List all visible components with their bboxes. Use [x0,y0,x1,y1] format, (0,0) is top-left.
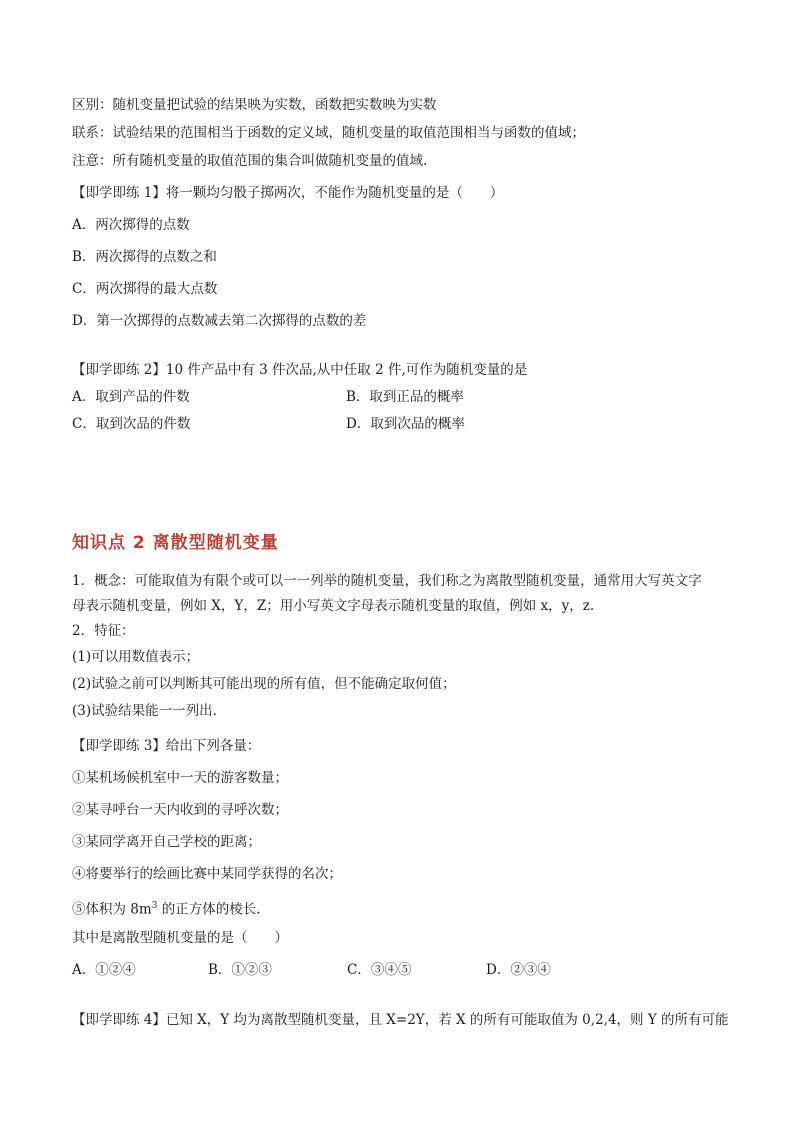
feature-3: (3)试验结果能一一列出. [72,703,217,719]
concept-line-1: 1．概念：可能取值为有限个或可以一一列举的随机变量，我们称之为离散型随机变量，通常用大写英文字 [72,573,702,589]
feature-2: (2)试验之前可以判断其可能出现的所有值，但不能确定取何值； [72,676,456,692]
intro-difference: 区别：随机变量把试验的结果映为实数，函数把实数映为实数 [72,97,437,113]
exercise-2-option-d: D．取到次品的概率 [346,416,465,432]
exercise-3-option-b: B．①②③ [208,962,272,978]
exercise-1-option-d: D．第一次掷得的点数减去第二次掷得的点数的差 [72,313,367,329]
intro-connection: 联系：试验结果的范围相当于函数的定义域，随机变量的取值范围相当与函数的值域； [72,125,585,141]
exercise-3-question: 其中是离散型随机变量的是（ ） [72,930,288,946]
exercise-2-option-b: B．取到正品的概率 [346,389,464,405]
exercise-4-stem: 【即学即练 4】已知 X，Y 均为离散型随机变量，且 X=2Y，若 X 的所有可能取值为 0,2,4，则 Y 的所有可能 [72,1012,729,1028]
exercise-3-stem: 【即学即练 3】给出下列各量： [72,738,261,754]
item-5-superscript: 3 [151,901,158,911]
feature-title: 2．特征： [72,623,135,639]
exercise-3-item-3: ③某同学离开自己学校的距离； [72,834,261,850]
exercise-2-option-c: C．取到次品的件数 [72,416,191,432]
exercise-1-stem: 【即学即练 1】将一颗均匀骰子掷两次，不能作为随机变量的是（ ） [72,185,504,201]
exercise-1-option-c: C．两次掷得的最大点数 [72,281,218,297]
exercise-3-item-5 [72,897,261,919]
exercise-3-item-2: ②某寻呼台一天内收到的寻呼次数； [72,802,288,818]
section-2-heading: 知识点 2 离散型随机变量 [72,533,279,553]
exercise-1-option-b: B．两次掷得的点数之和 [72,249,217,265]
item-5-suffix: 的正方体的棱长. [157,901,261,918]
item-5-prefix: ⑤体积为 8 [72,901,139,918]
exercise-3-option-a: A．①②④ [72,962,136,978]
exercise-3-option-c: C．③④⑤ [347,962,412,978]
exercise-2-stem: 【即学即练 2】10 件产品中有 3 件次品,从中任取 2 件,可作为随机变量的是 [72,362,528,378]
item-5-unit: m [138,901,152,918]
exercise-1-option-a: A．两次掷得的点数 [72,217,190,233]
exercise-3-item-1: ①某机场候机室中一天的游客数量； [72,770,288,786]
exercise-3-option-d: D．②③④ [486,962,551,978]
concept-line-2: 母表示随机变量，例如 X，Y，Z；用小写英文字母表示随机变量的取值，例如 x，y，z. [72,598,595,614]
intro-note: 注意：所有随机变量的取值范围的集合叫做随机变量的值域. [72,153,428,169]
feature-1: (1)可以用数值表示； [72,649,200,665]
exercise-3-item-4: ④将要举行的绘画比赛中某同学获得的名次； [72,866,342,882]
exercise-2-option-a: A．取到产品的件数 [72,389,190,405]
